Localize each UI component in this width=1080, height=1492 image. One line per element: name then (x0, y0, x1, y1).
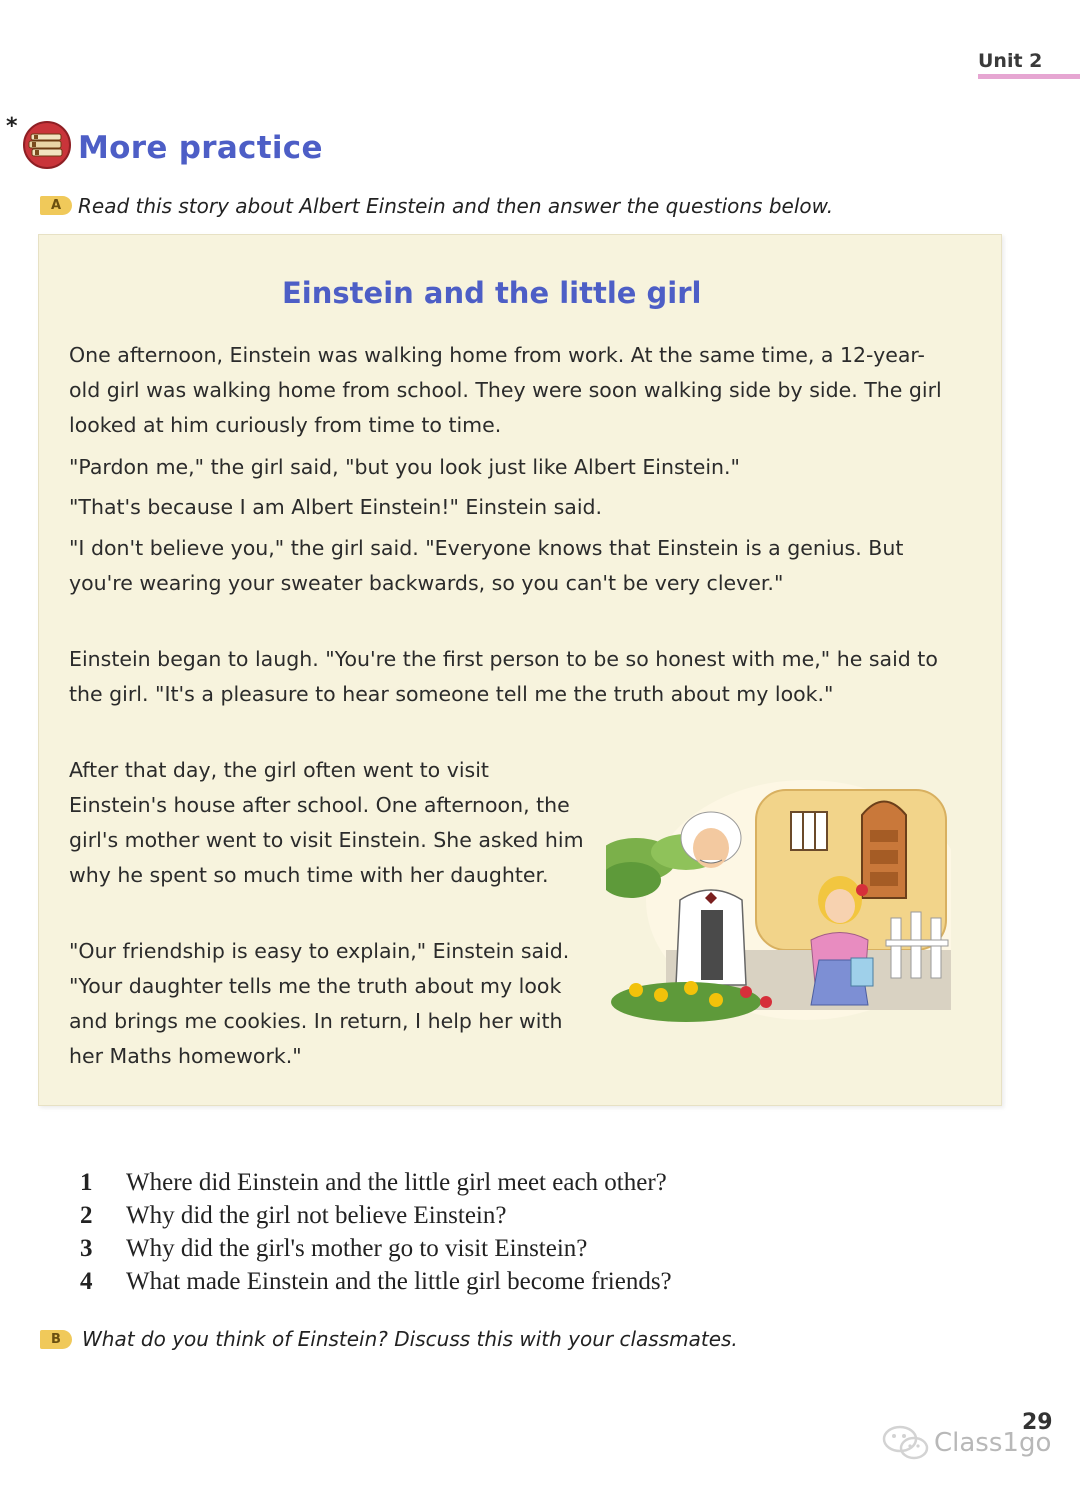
einstein-and-girl-illustration (606, 780, 951, 1030)
question-text: Why did the girl not believe Einstein? (126, 1202, 507, 1229)
question-number: 2 (80, 1202, 93, 1229)
story-paragraph: "Pardon me," the girl said, "but you look just like Albert Einstein." (69, 455, 740, 479)
unit-label: Unit 2 (978, 50, 1043, 72)
story-paragraph: Einstein began to laugh. "You're the first person to be so honest with me," he said to the girl. "It's a pleasure to hear someone tell me the truth about my look." (69, 647, 938, 706)
story-paragraph: "That's because I am Albert Einstein!" Einstein said. (69, 495, 603, 519)
question-text: Where did Einstein and the little girl meet each other? (126, 1169, 667, 1196)
question-number: 1 (80, 1169, 93, 1196)
story-paragraph: One afternoon, Einstein was walking home from work. At the same time, a 12-year-old girl was walking home from school. They were soon walking side by side. The girl looked at him curiously from time to time. (69, 343, 942, 437)
section-title: More practice (78, 130, 323, 166)
question-number: 4 (80, 1268, 93, 1295)
list-item (80, 1166, 672, 1199)
question-text: Why did the girl's mother go to visit Einstein? (126, 1235, 588, 1262)
story-paragraph: "Our friendship is easy to explain," Einstein said. "Your daughter tells me the truth about my look and brings me cookies. In return, I help her with her Maths homework." (69, 939, 570, 1068)
story-paragraph: "I don't believe you," the girl said. "Everyone knows that Einstein is a genius. But you're wearing your sweater backwards, so you can't be very clever." (69, 536, 904, 595)
question-text: What made Einstein and the little girl become friends? (126, 1268, 672, 1295)
list-item (80, 1199, 672, 1232)
story-title: Einstein and the little girl (282, 276, 702, 310)
page-number: 29 (1022, 1410, 1053, 1435)
watermark-text: Class1go (934, 1428, 1052, 1458)
optional-star: * (6, 114, 18, 139)
story-paragraph: After that day, the girl often went to visit Einstein's house after school. One afternoon, the girl's mother went to visit Einstein. She asked him why he spent so much time with her daughter. (69, 758, 584, 887)
list-item (80, 1265, 672, 1298)
question-list (80, 1166, 672, 1298)
task-a-instruction: Read this story about Albert Einstein and then answer the questions below. (78, 194, 834, 218)
question-number: 3 (80, 1235, 93, 1262)
task-b-badge: B (40, 1330, 72, 1349)
books-icon (22, 120, 72, 170)
task-b-instruction: What do you think of Einstein? Discuss this with your classmates. (82, 1327, 738, 1351)
task-a-badge: A (40, 196, 72, 215)
list-item (80, 1232, 672, 1265)
wechat-icon (882, 1424, 930, 1462)
unit-underline (978, 74, 1080, 79)
